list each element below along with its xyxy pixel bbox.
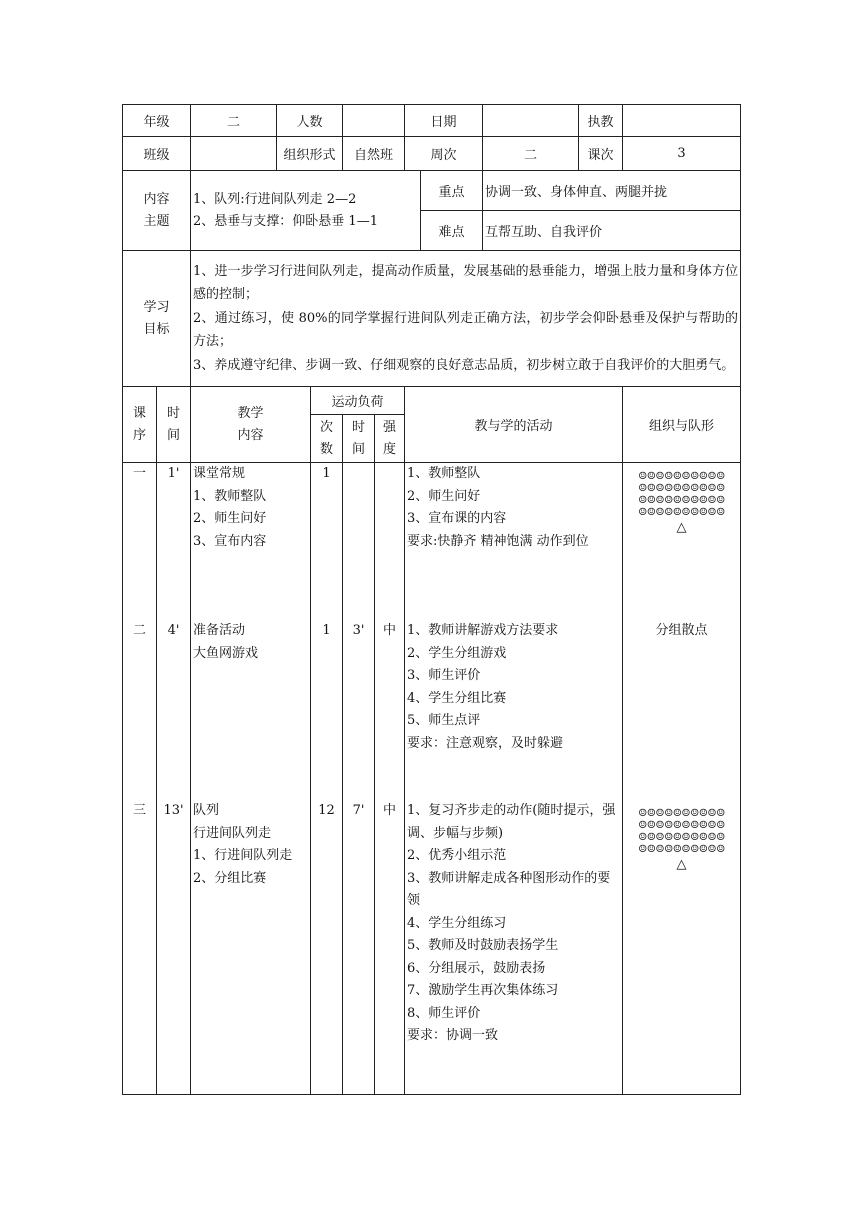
col-load: 运动负荷 bbox=[311, 387, 405, 415]
content-row-1 bbox=[123, 171, 741, 211]
grade-label: 年级 bbox=[123, 105, 191, 137]
org-value: 自然班 bbox=[343, 137, 405, 171]
section-order-cell bbox=[123, 463, 157, 1095]
section-content-cell bbox=[191, 463, 311, 1095]
section-2-count: 1 bbox=[322, 623, 331, 638]
teacher-triangle-icon: △ bbox=[676, 520, 687, 535]
people-label: 人数 bbox=[277, 105, 343, 137]
section-3-intensity: 中 bbox=[383, 803, 397, 818]
section-3-activities: 1、复习齐步走的动作(随时提示，强调、步幅与步频) 2、优秀小组示范 3、教师讲解走成各种图形动作的要领 4、学生分组练习 5、教师及时鼓励表扬学生 6、分组展示，鼓励表扬 7、激励学生再次集体练习 8、师生评价 要求：协调一致 bbox=[407, 803, 616, 1043]
date-label: 日期 bbox=[405, 105, 483, 137]
teacher-label: 执教 bbox=[579, 105, 623, 137]
section-3-duration: 7' bbox=[352, 803, 365, 818]
section-count-cell bbox=[311, 463, 343, 1095]
col-order: 课 序 bbox=[123, 387, 157, 463]
header-row-1 bbox=[123, 105, 741, 137]
org-label: 组织形式 bbox=[277, 137, 343, 171]
section-3-formation bbox=[625, 800, 738, 872]
section-formation-cell bbox=[623, 463, 741, 1095]
teacher-triangle-icon: △ bbox=[676, 857, 687, 872]
col-formation: 组织与队形 bbox=[623, 387, 741, 463]
section-intensity-cell bbox=[375, 463, 405, 1095]
section-1-activities: 1、教师整队 2、师生问好 3、宣布课的内容 要求:快静齐 精神饱满 动作到位 bbox=[407, 466, 589, 549]
section-duration-cell bbox=[343, 463, 375, 1095]
class-label: 班级 bbox=[123, 137, 191, 171]
col-intensity: 强 度 bbox=[375, 415, 405, 463]
section-2-order: 二 bbox=[132, 623, 146, 638]
section-1-content: 课堂常规 1、教师整队 2、师生问好 3、宣布内容 bbox=[193, 466, 267, 549]
section-2-content: 准备活动 大鱼网游戏 bbox=[193, 623, 259, 661]
student-formation-icon: ☺☺☺☺☺☺☺☺☺☺ ☺☺☺☺☺☺☺☺☺☺ ☺☺☺☺☺☺☺☺☺☺ ☺☺☺☺☺☺☺☺☺☺ bbox=[638, 471, 725, 518]
objectives-label: 学习 目标 bbox=[123, 251, 191, 387]
section-1-formation bbox=[625, 463, 738, 535]
lesson-label: 课次 bbox=[579, 137, 623, 171]
header-row-2 bbox=[123, 137, 741, 171]
column-header-row-1 bbox=[123, 387, 741, 415]
col-time: 时 间 bbox=[157, 387, 191, 463]
week-label: 周次 bbox=[405, 137, 483, 171]
content-theme-items: 1、队列:行进间队列走 2—2 2、悬垂与支撑：仰卧悬垂 1—1 bbox=[191, 171, 421, 251]
sections-row bbox=[123, 463, 741, 1095]
objectives-row bbox=[123, 251, 741, 387]
section-2-time: 4' bbox=[167, 623, 180, 638]
week-value: 二 bbox=[483, 137, 579, 171]
section-3-count: 12 bbox=[318, 803, 335, 818]
section-1-count: 1 bbox=[322, 466, 331, 481]
section-2-duration: 3' bbox=[352, 623, 365, 638]
student-formation-icon: ☺☺☺☺☺☺☺☺☺☺ ☺☺☺☺☺☺☺☺☺☺ ☺☺☺☺☺☺☺☺☺☺ ☺☺☺☺☺☺☺☺☺☺ bbox=[638, 808, 725, 855]
section-time-cell bbox=[157, 463, 191, 1095]
section-1-order: 一 bbox=[132, 466, 146, 481]
section-3-content: 队列 行进间队列走 1、行进间队列走 2、分组比赛 bbox=[193, 803, 293, 886]
section-2-intensity: 中 bbox=[383, 623, 397, 638]
section-1-time: 1' bbox=[167, 466, 180, 481]
content-theme-label: 内容 主题 bbox=[123, 171, 191, 251]
col-content: 教学 内容 bbox=[191, 387, 311, 463]
section-2-activities: 1、教师讲解游戏方法要求 2、学生分组游戏 3、师生评价 4、学生分组比赛 5、师生点评 要求：注意观察，及时躲避 bbox=[407, 623, 564, 751]
section-3-order: 三 bbox=[132, 803, 146, 818]
difficulty-value: 互帮互助、自我评价 bbox=[483, 211, 741, 251]
difficulty-label: 难点 bbox=[421, 211, 483, 251]
lesson-plan-table bbox=[122, 104, 741, 1095]
col-count: 次 数 bbox=[311, 415, 343, 463]
date-value bbox=[483, 105, 579, 137]
section-3-time: 13' bbox=[163, 803, 184, 818]
people-value bbox=[343, 105, 405, 137]
key-point-label: 重点 bbox=[421, 171, 483, 211]
key-point-value: 协调一致、身体伸直、两腿并拢 bbox=[483, 171, 741, 211]
lesson-value: 3 bbox=[623, 137, 741, 171]
teacher-value bbox=[623, 105, 741, 137]
section-activity-cell bbox=[405, 463, 623, 1095]
section-2-formation: 分组散点 bbox=[655, 623, 708, 638]
col-duration: 时 间 bbox=[343, 415, 375, 463]
objectives-text: 1、进一步学习行进间队列走，提高动作质量，发展基础的悬垂能力，增强上肢力量和身体方位感的控制； 2、通过练习，使 80%的同学掌握行进间队列走正确方法，初步学会仰卧悬垂及保护与帮助的方法； 3、养成遵守纪律、步调一致、仔细观察的良好意志品质，初步树立敢于自我评价的大胆勇气。 bbox=[191, 251, 741, 387]
grade-value: 二 bbox=[191, 105, 277, 137]
col-activity: 教与学的活动 bbox=[405, 387, 623, 463]
class-value bbox=[191, 137, 277, 171]
